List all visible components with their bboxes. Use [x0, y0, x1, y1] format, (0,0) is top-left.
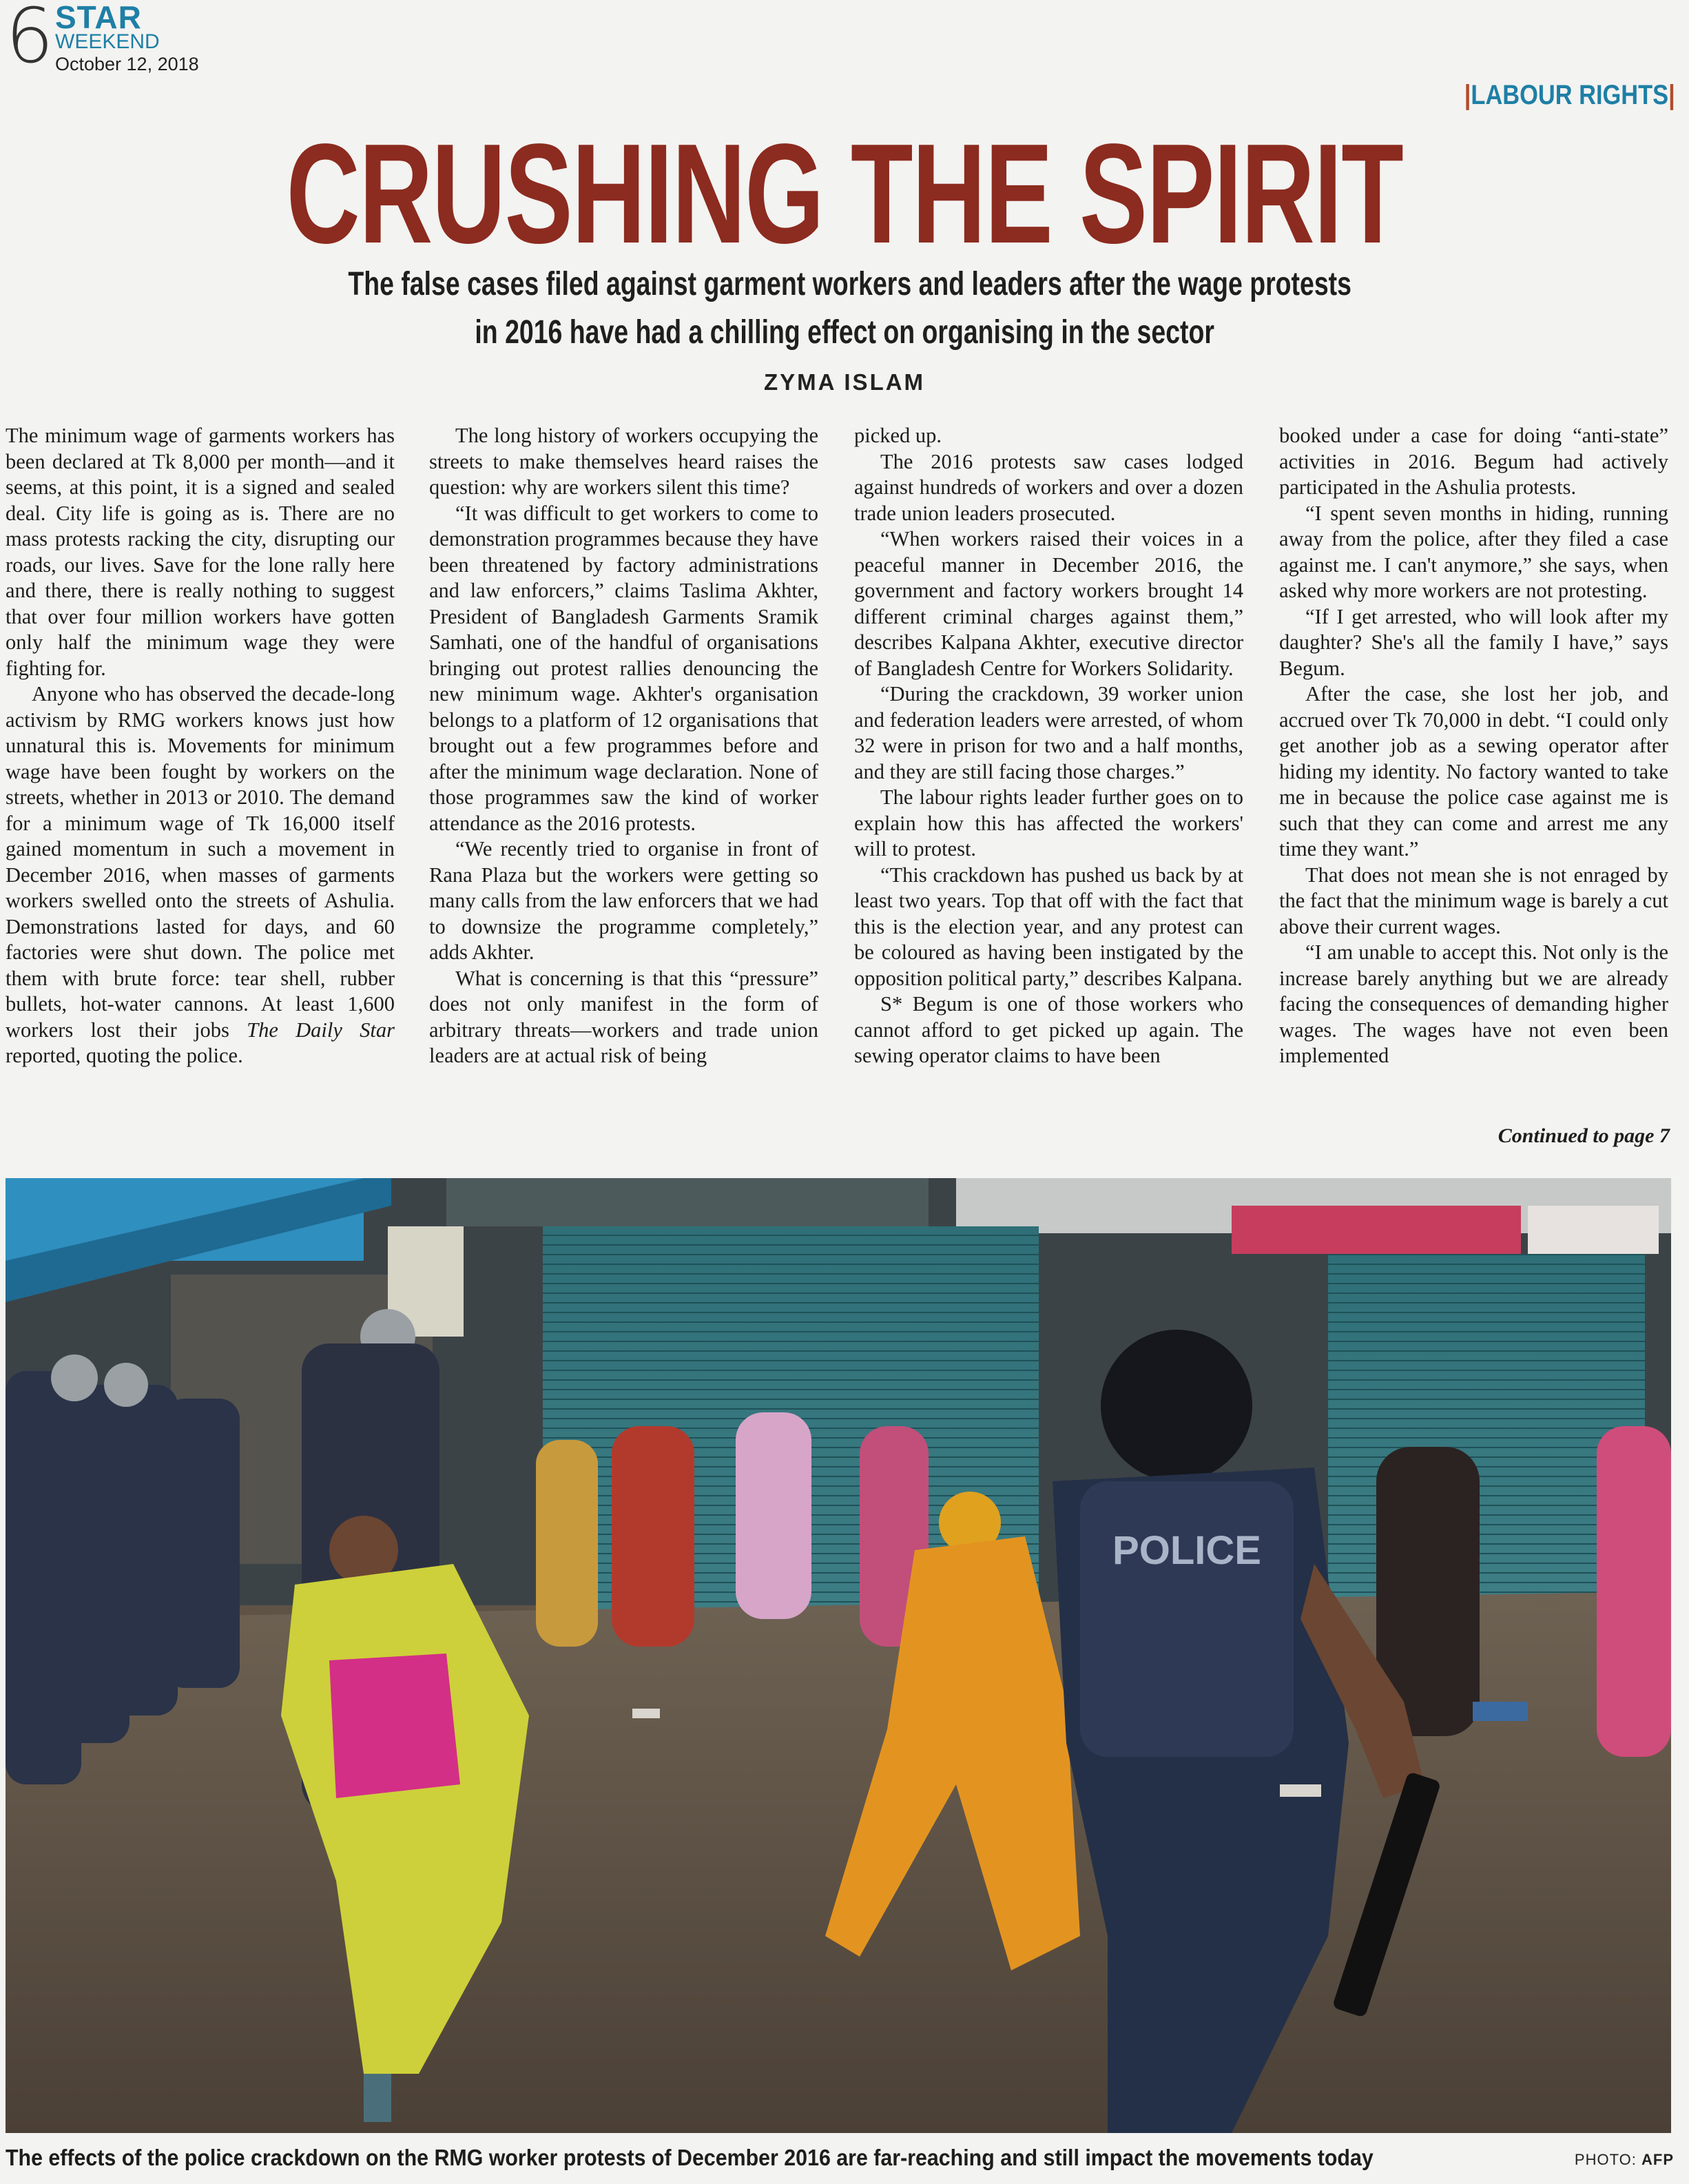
paragraph: That does not mean she is not enraged by the fact that the minimum wage is barely a cut above their current wages. [1279, 863, 1668, 938]
paragraph: The long history of workers occupying the streets to make themselves heard raises the question: why are workers silent this time? [429, 424, 818, 499]
column-3 [854, 423, 1243, 1153]
paragraph: After the case, she lost her job, and accrued over Tk 70,000 in debt. “I could only get another job as a sewing operator after hiding my identity. No factory wanted to take me in because the police case against me is such that they can come and arrest me any time they want.” [1279, 682, 1668, 861]
photo-credit [1575, 2151, 1674, 2169]
paragraph: “During the crackdown, 39 worker union and federation leaders were arrested, of whom 32 were in prison for two and a half months, and they are still facing those charges.” [854, 682, 1243, 783]
page-number: 6 [6, 0, 54, 80]
credit-source: AFP [1641, 2151, 1674, 2168]
news-photo [6, 1178, 1671, 2133]
photo-illustration [6, 1178, 1671, 2133]
column-4 [1279, 423, 1668, 1153]
paragraph-text: Anyone who has observed the decade-long activism by RMG workers knows just how unnatural this is. Movements for minimum wage have been fought by workers on the streets, whether in 2013 or 2010. The demand for a minimum wage of Tk 16,000 itself gained momentum in such a movement in December 2016, when masses of garments workers swelled onto the streets of Ashulia. Demonstrations lasted for days, and 60 factories were shut down. The police met them with brute force: tear shell, rubber bullets, hot-water cannons. At least 1,600 workers lost their jobs [6, 682, 395, 1042]
masthead [6, 1, 281, 84]
headline: CRUSHING THE SPIRIT [286, 114, 1403, 273]
paragraph: “This crackdown has pushed us back by at least two years. Top that off with the fact that this is the election year, and any protest can be coloured as having been instigated by the opposition political party,” describes Kalpana. [854, 863, 1243, 990]
deck-line-2: in 2016 have had a chilling effect on organising in the sector [475, 314, 1214, 351]
paragraph: “When workers raised their voices in a peaceful manner in December 2016, the government and factory workers brought 14 different criminal charges against them,” describes Kalpana Akhter, executive director of Bangladesh Centre for Workers Solidarity. [854, 527, 1243, 680]
paragraph: “If I get arrested, who will look after my daughter? She's all the family I have,” says Begum. [1279, 604, 1668, 680]
section-tag: |LABOUR RIGHTS| [1464, 80, 1675, 110]
police-vest [1080, 1481, 1294, 1757]
deck [207, 260, 1482, 357]
red-sign [1232, 1206, 1521, 1254]
brand-weekend: WEEKEND [55, 30, 160, 53]
column-2 [429, 423, 818, 1153]
paragraph-tail: reported, quoting the police. [6, 1044, 243, 1067]
brand-star: STAR [55, 0, 142, 35]
paragraph: What is concerning is that this “pressure” does not only manifest in the form of arbitrary threats—workers and trade union leaders are at actual risk of being [429, 966, 818, 1067]
photo-caption: The effects of the police crackdown on the RMG worker protests of December 2016 are far-reaching and still impact the movements today [6, 2145, 1374, 2170]
vest-label: POLICE [1112, 1528, 1261, 1573]
paragraph: “We recently tried to organise in front of Rana Plaza but the workers were getting so many calls from the law enforcers that we had to downsize the programme completely,” adds Akhter. [429, 837, 818, 964]
deck-line-1: The false cases filed against garment workers and leaders after the wage protests [348, 266, 1351, 302]
publication-name: The Daily Star [247, 1018, 395, 1042]
paragraph: S* Begum is one of those workers who cannot afford to get picked up again. The sewing operator claims to have been [854, 992, 1243, 1067]
paragraph: “I spent seven months in hiding, running away from the police, after they filed a case against me. I can't anymore,” she says, when asked why more workers are not protesting. [1279, 501, 1668, 602]
byline: ZYMA ISLAM [763, 369, 926, 395]
paragraph [6, 681, 395, 1069]
paragraph: booked under a case for doing “anti-state” activities in 2016. Begum had actively participated in the Ashulia protests. [1279, 424, 1668, 499]
paragraph: picked up. [854, 424, 942, 447]
column-1 [6, 423, 395, 1153]
publication-date: October 12, 2018 [55, 54, 199, 74]
continued-note: Continued to page 7 [1498, 1124, 1670, 1147]
credit-label: PHOTO: [1574, 2151, 1637, 2168]
section-tag-label: LABOUR RIGHTS [1471, 80, 1669, 110]
paragraph: The 2016 protests saw cases lodged against hundreds of workers and over a dozen trade union leaders prosecuted. [854, 449, 1243, 525]
paragraph: The minimum wage of garments workers has been declared at Tk 8,000 per month—and it seems, at this point, it is a signed and sealed deal. City life is going as is. There are no mass protests racking the city, disrupting our roads, our lives. Save for the lone rally here and there, there is really nothing to suggest that over four million workers have gotten only half the minimum wage they were fighting for. [6, 424, 395, 680]
paragraph: The labour rights leader further goes on to explain how this has affected the workers' will to protest. [854, 785, 1243, 861]
paragraph: “I am unable to accept this. Not only is the increase barely anything but we are already facing the consequences of demanding higher wages. The wages have not even been implemented [1279, 940, 1668, 1067]
paragraph: “It was difficult to get workers to come to demonstration programmes because they have been threatened by factory administrations and law enforcers,” claims Taslima Akhter, President of Bangladesh Garments Sramik Samhati, one of the handful of organisations bringing out protest rallies denouncing the new minimum wage. Akhter's organisation belongs to a platform of 12 organisations that brought out a few programmes before and after the minimum wage declaration. None of those programmes saw the kind of worker attendance as the 2016 protests. [429, 501, 818, 835]
article-body [6, 423, 1672, 1153]
